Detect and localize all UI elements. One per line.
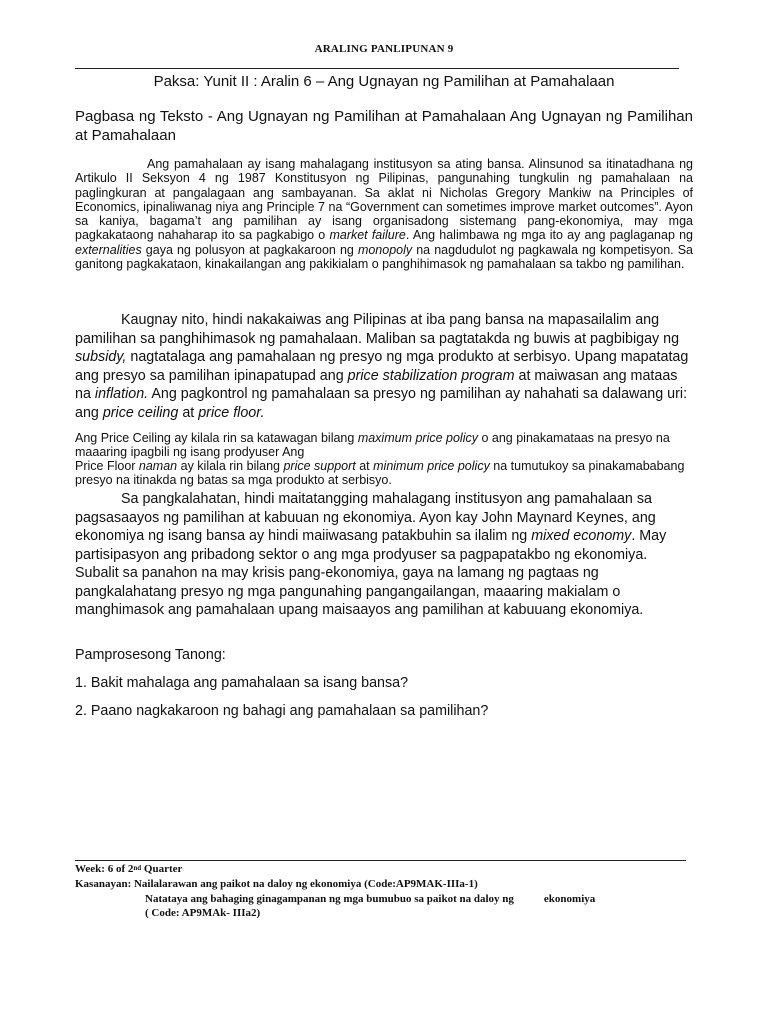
subject-title: ARALING PANLIPUNAN 9 bbox=[314, 43, 454, 55]
reading-title: Pagbasa ng Teksto - Ang Ugnayan ng Pamilihan at Pamahalaan Ang Ugnayan ng Pamilihan at Pamahalaan bbox=[75, 108, 693, 144]
footer-code-2: ( Code: AP9MAk- IIIa2) bbox=[145, 907, 261, 919]
header-divider bbox=[75, 68, 679, 69]
paragraph-1: Ang pamahalaan ay isang mahalagang institusyon sa ating bansa. Alinsunod sa itinatadhana ng Artikulo II Seksyon 4 ng 1987 Konstitusyon ng Pilipinas, pangunahing tungkulin ng pamahalaan na paglingkuran at pangalagaan ang sambayanan. Sa aklat ni Nicholas Gregory Mankiw na Principles of Economics, ipinaliwanag niya ang Principle 7 na “Government can sometimes improve market outcomes”. Ayon sa kaniya, bagama’t ang pamilihan ay isang organisadong sistemang pang-ekonomiya, may mga pagkakataong nahaharap ito sa pagkabigo o market failure. Ang halimbawa ng mga ito ay ang paglaganap ng externalities gaya ng polusyon at pagkakaroon ng monopoly na nagdudulot ng pagkawala ng kompetisyon. Sa ganitong pagkakataon, kinakailangan ang pakikialam o panghihimasok ng pamahalaan sa takbo ng pamilihan. bbox=[75, 157, 693, 272]
footer-kasanayan: Kasanayan: Nailalarawan ang paikot na daloy ng ekonomiya (Code:AP9MAK-IIIa-1) bbox=[75, 878, 478, 890]
footer-week: Week: 6 of 2nd Quarter bbox=[75, 863, 183, 875]
footer-competency-2: Natataya ang bahaging ginagampanan ng mga bumubuo sa paikot na daloy ng ekonomiya bbox=[145, 893, 596, 905]
paragraph-2: Kaugnay nito, hindi nakakaiwas ang Pilipinas at iba pang bansa na mapasailalim ang pamilihan sa panghihimasok ng pamahalaan. Maliban sa pagtatakda ng buwis at pagbibigay ng subsidy, nagtatalaga ang pamahalaan ng presyo ng mga produkto at serbisyo. Upang mapatatag ang presyo sa pamilihan ipinapatupad ang price stabilization program at maiwasan ang mataas na inflation. Ang pagkontrol ng pamahalaan sa presyo ng pamilihan ay nahahati sa dalawang uri: ang price ceiling at price floor. bbox=[75, 312, 689, 421]
footer-divider bbox=[75, 860, 686, 861]
question-1: 1. Bakit mahalaga ang pamahalaan sa isang bansa? bbox=[75, 675, 409, 691]
paragraph-4: Sa pangkalahatan, hindi maitatangging mahalagang institusyon ang pamahalaan sa pagsasaayos ng pamilihan at kabuuan ng ekonomiya. Ayon kay John Maynard Keynes, ang ekonomiya ng isang bansa ay hindi maiiwasang patakbuhin sa ilalim ng mixed economy. May partisipasyon ang pribadong sektor o ang mga prodyuser sa pagpapatakbo ng ekonomiya. Subalit sa panahon na may krisis pang-ekonomiya, gaya na lamang ng pagtaas ng pangkalahatang presyo ng mga pangunahing pangangailangan, maaaring makialam o manghimasok ang pamahalaan upang maisaayos ang pamilihan at kabuuang ekonomiya. bbox=[75, 491, 667, 618]
questions-heading: Pamprosesong Tanong: bbox=[75, 647, 226, 663]
topic-title: Paksa: Yunit II : Aralin 6 – Ang Ugnayan ng Pamilihan at Pamahalaan bbox=[153, 73, 615, 90]
question-2: 2. Paano nagkakaroon ng bahagi ang pamahalaan sa pamilihan? bbox=[75, 703, 489, 719]
paragraph-3: Ang Price Ceiling ay kilala rin sa katawagan bilang maximum price policy o ang pinakamataas na presyo na maaaring ipagbili ng isang prodyuser Ang Price Floor naman ay kilala rin bilang price support at minimum price policy na tumutukoy sa pinakamababang presyo na itinakda ng batas sa mga produkto at serbisyo. bbox=[75, 431, 685, 488]
